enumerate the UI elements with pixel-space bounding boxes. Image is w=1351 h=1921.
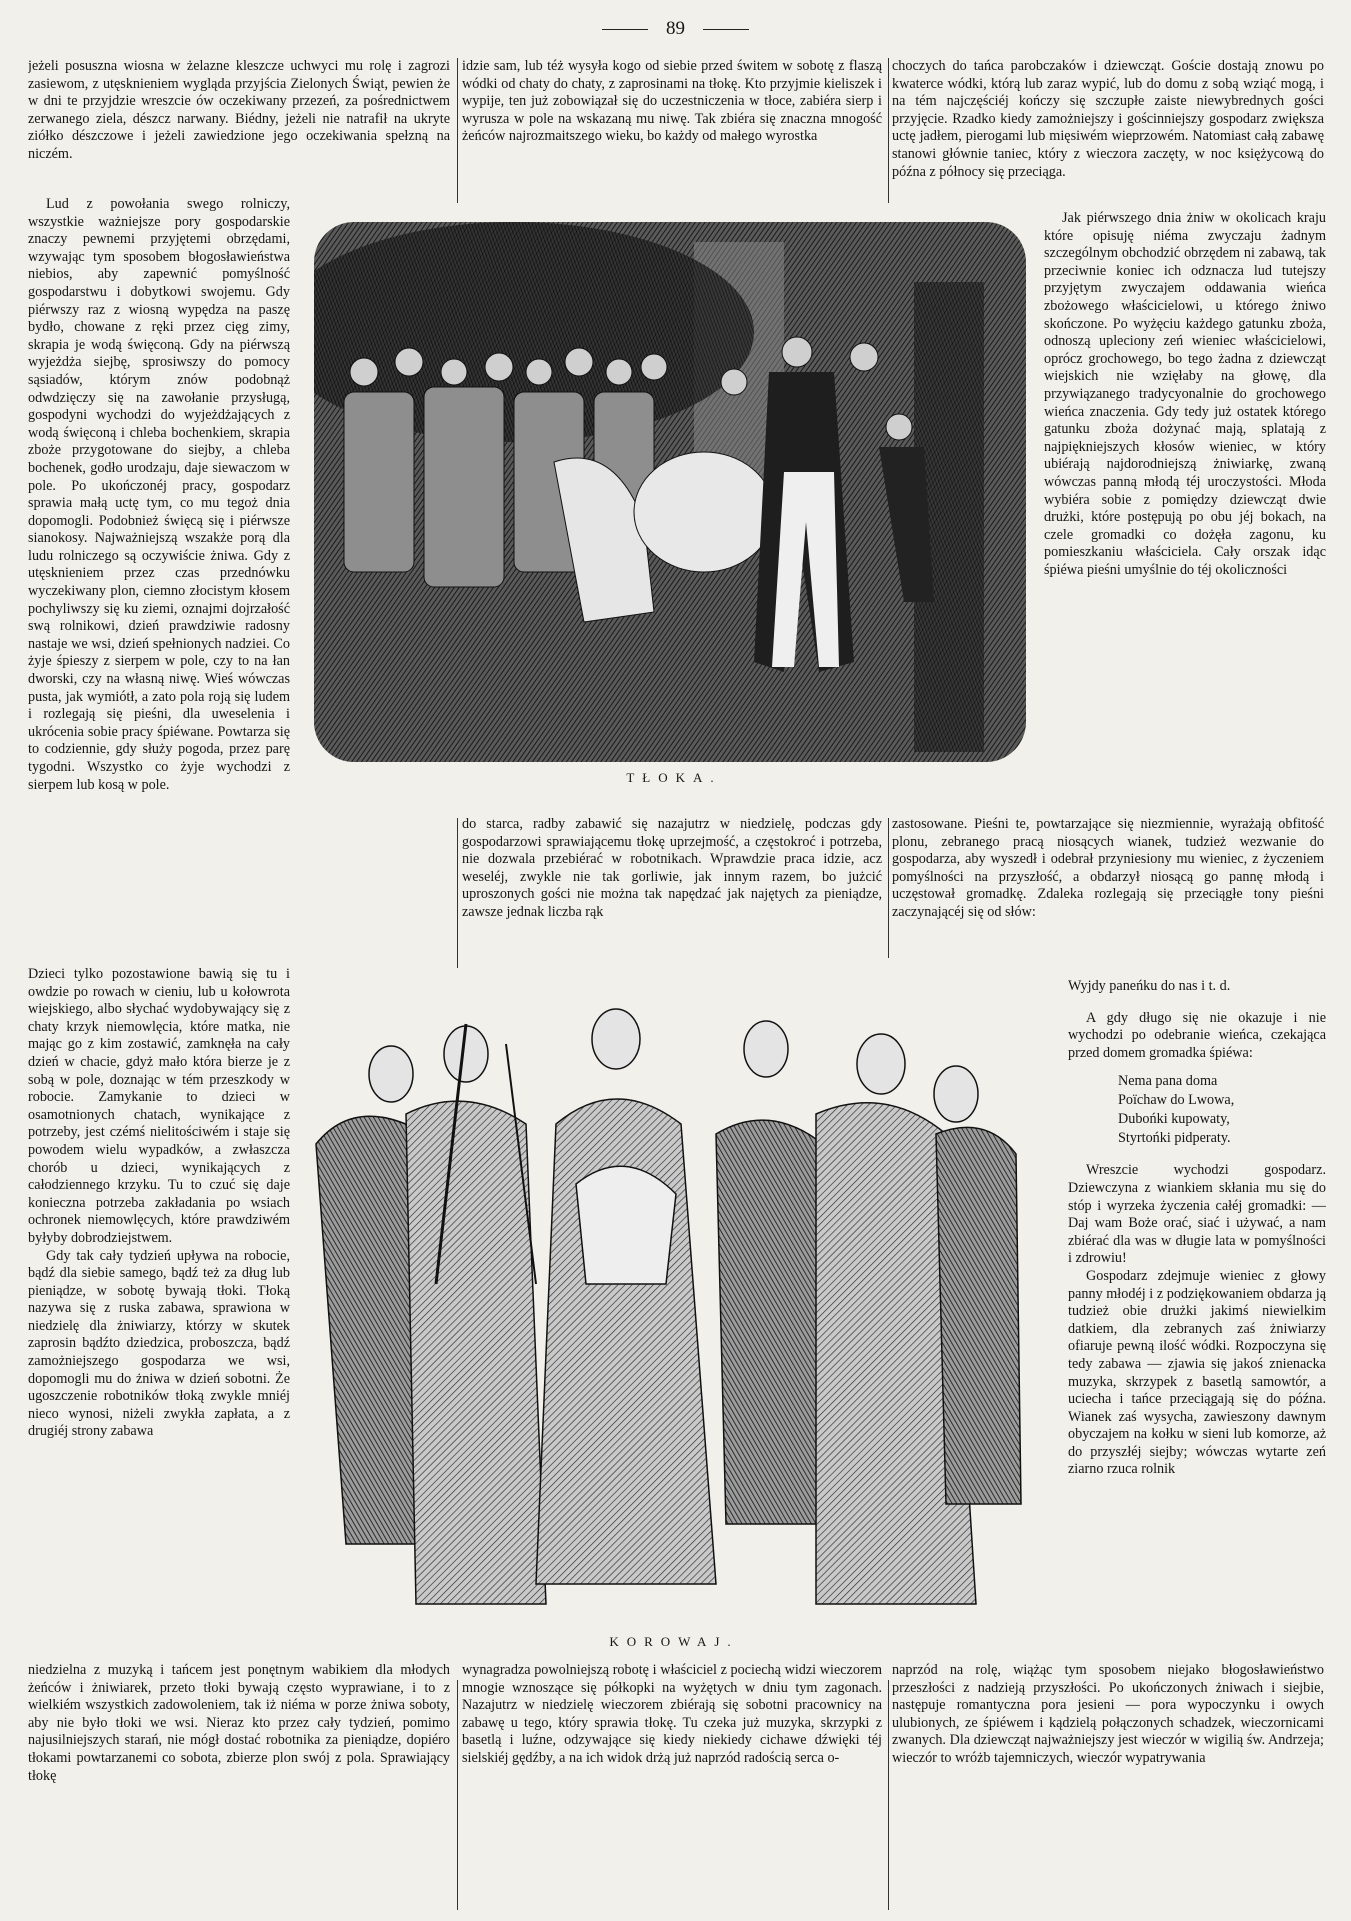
text-middle-block: do starca, radby zabawić się nazajutrz w niedzielę, podczas gdy gospodarzowi sprawiającemu tłokę uprzejmość, a częstokroć i potrzeba, nie dozwala przebiérać w robotnikach. Wprawdzie praca idzie, acz weseléj, zwykle nie tak gorliwie, jak innym razem, bo jużcić uproszonych gości nie można tak napędzać jak najętych za pieniądze, zawsze jednak liczba rąk: [462, 816, 882, 920]
illustration-korowaj: [296, 984, 1026, 1644]
text-bottom-right: naprzód na rolę, wiążąc tym sposobem niejako błogosławieństwo przeszłości z nadzieją przyszłości. Po ukończonych żniwach i siejbie, następuje romantyczna pora jesieni — pora wypoczynku i owych ulubionych, ze śpiéwem i kądzielą połączonych schadzek, wieczornicami zwanych. Dla dziewcząt najważniejszy jest wieczór w wigilią św. Andrzeja; wieczór to wróżb tajemniczych, wieczór wypatrywania: [892, 1662, 1324, 1766]
text-top-left: jeżeli posuszna wiosna w żelazne kleszcze uchwyci mu rolę i zagrozi zasiewom, z utęsknieniem wygląda przyjścia Zielonych Świąt, pewien że w dni te przyjdzie wreszcie ów oczekiwany przezeń, za pośrednictwem zerwanego ziela, dészcz narwany. Biédny, jeżeli nie natrafił na ukryte ziółko dészczowe i jeżeli zawiedzione jego oczekiwania spełzną na niczém.: [28, 58, 450, 162]
text-top-middle: idzie sam, lub téż wysyła kogo od siebie przed świtem w sobotę z flaszą wódki od chaty do chaty, z zaprosinami na tłokę. Kto przyjmie kieliszek i wypije, ten już zobowiązał się do uczestniczenia w tłoce, zabiéra sierp i wyrusza w pole na wskazaną mu niwę. Tak zbiéra się znaczna mnogość żeńców najrozmaitszego wieku, bo każdy od małego wyrostka: [462, 58, 882, 145]
text-right-column: Jak piérwszego dnia żniw w okolicach kraju które opisuję niéma zwyczaju żadnym szczególnym obchodzić obrzędem ni zabawą, tak przeciwnie koniec ich odznacza lud tutejszy przyjętym zwyczajem oddawania wieńca zbożowego właścicielowi, u którego żniwo skończone. Po wyżęciu każdego gatunku zboża, odnoszą upleciony zeń wieniec właścicielowi, oprócz grochowego, bo tego żadna z dziewcząt wiejskich nie wzięłaby na głowę, dla przywiązanego tradycyonalnie do grochowego wieńca znaczenia. Gdy tedy już ostatek którego gatunku zboża dożynać mają, splatają z najpiękniejszych kłosów wieniec, w który ubiérają najdorodniejszą żniwiarkę, zwaną wówczas panną młodą téj uroczystości. Młoda wybiéra sobie z pomiędzy dziewcząt dwie drużki, które postępują po obu jéj bokach, na czele gromadki co dożęła zagonu, ku pomieszkaniu właściciela. Cały orszak idąc śpiéwa pieśni umyślnie do téj okoliczności: [1044, 210, 1326, 578]
text-right-middle: zastosowane. Pieśni te, powtarzające się niezmiennie, wyrażają obfitość plonu, zebranego pracą niosących wianek, tudzież wezwanie do gospodarza, aby wyszedł i odebrał przyniesiony mu wieniec, z życzeniem pomyślności na przyszłość, a obdarzył niosącą go pannę młodą i uczęstował gromadkę. Zdaleka rozlegają się przeciągłe tony pieśni zaczynającéj się od słów:: [892, 816, 1324, 920]
text-bottom-middle: wynagradza powolniejszą robotę i właściciel z pociechą widzi wieczorem mnogie wznoszące się półkopki na wyżętych w dniu tym zagonach. Nazajutrz w niedzielę wieczorem zbiérają się sobotni pracownicy na zabawę u tego, który sprawia tłokę. Tu czeka już muzyka, skrzypki z basetlą i luźne, odzywające się kiedy niekiedy cichawe dźwięki téj sielskiéj gędźby, a na ich widok drżą już naprzód radością serca o-: [462, 1662, 882, 1766]
verse-line: Wyjdy paneńku do nas i t. d.: [1068, 978, 1231, 994]
text-top-right: choczych do tańca parobczaków i dziewcząt. Goście dostają znowu po kwaterce wódki, którą lub zaraz wypić, lub do domu z sobą wziąć mogą, i na tém najczęściéj kończy się szczupłe zaiste niewybrednych gości przyjęcie. Rzadko kiedy zamożniejszy i gościnniejszy gospodarz zwiększa uctę jadłem, pierogami lub mięsiwém wieprzowém. Natomiast całą zabawę stanowi głównie taniec, który z wieczora zaczęty, w noc księżycową do późna z północy się przeciąga.: [892, 58, 1324, 180]
text-left-column: Lud z powołania swego rolniczy, wszystkie ważniejsze pory gospodarskie znaczy pewnemi przyjętemi obrzędami, wzywając tym sposobem błogosławieństwa niebios, aby zapewnić pomyślność gospodarstwu i dobytkowi swojemu. Gdy piérwszy raz z wiosną wypędza na paszę bydło, chowane z ręki przez cięg zimy, skrapia je wodą święconą. Gdy na piérwszą wyjeżdża siejbę, sprosiwszy do pomocy sąsiadów, którym znów podobnąż odwdzięczy się na zawołanie przysługą, gospodyni wychodzi do wyjeżdżających z wodą święconą i chleba bochenkiem, skrapia zboże przygotowane do siejby, a chleba bochenek, godło urodzaju, daje siewaczom w pole. Po ukończonéj pracy, gospodarz sprawia małą uctę tym, co mu tegoż dnia dopomogli. Podobnież święcą się i piérwsze sianokosy. Najważniejszą wszakże porą dla ludu rolniczego są oczywiście żniwa. Gdy z utęsknieniem przez czas przednówku wyczekiwany plon, ciemno złocistym kłosem pochyliwszy się ku ziemi, oznajmi dojrzałość swą rolnikowi, dzień prawdziwie radosny nastaje we wsi, dzień spełnionych nadziei. Co żyje śpieszy z sierpem w pole, czy to na łan dworski, czy na własną niwę. Wieś wówczas pusta, jak wymiótł, a zato pola roją się ludem i rozlegają się pieśni, dla uweselenia i ukrócenia sobie pracy śpiéwane. Powtarza się to codziennie, gdy służy pogoda, przez parę tygodni. Wszystko co żyje wychodzi z sierpem lub kosą w pole.: [28, 196, 290, 793]
caption-tloka: TŁOKA.: [626, 770, 722, 785]
song-verse: Nema pana doma Poïchaw do Lwowa, Dubońki kupowaty, Styrtońki pidperaty.: [1118, 1073, 1235, 1147]
text-right-lower: Wyjdy paneńku do nas i t. d. A gdy długo się nie okazuje i nie wychodzi po odebranie wieńca, czekająca przed domem gromadka śpiéwa: Nema pana doma Poïchaw do Lwowa, Dubońki kupowaty, Styrtońki pidperaty. Wreszcie wychodzi gospodarz. Dziewczyna z wiankiem skłania mu się do stóp i wyrzeka życzenia całéj gromadki: — Daj wam Boże orać, siać i używać, a nam zbiérać dla was w długie lata w pomyślności i zdrowiu! Gospodarz zdejmuje wieniec z głowy panny młodéj i z podziękowaniem obdarza ją tudzież obie drużki jakimś niewielkim datkiem, dla zebranych zaś żniwiarzy ofiaruje pewną ilość wódki. Rozpoczyna się tedy zabawa — zjawia się jakoś znienacka muzyka, skrzypek z basetlą samowtór, a uciecha i tańce przeciągają się do późna. Wianek zaś wysycha, zawieszony dawnym obyczajem na kołku w sieni lub komorze, aż do przyszłéj siejby; wówczas wytarte zeń ziarno rzuca rolnik: [1068, 978, 1326, 1478]
page-number: 89: [0, 18, 1351, 40]
text-left-continued: [28, 816, 450, 966]
illustration-tloka: [314, 222, 1026, 762]
caption-korowaj: KOROWAJ.: [609, 1634, 739, 1649]
text-bottom-left: niedzielna z muzyką i tańcem jest ponętnym wabikiem dla młodych żeńców i żniwiarek, przeto tłoki bywają często wyprawiane, i to z wielkiém wszystkich zadowoleniem, tak iż niéma w porze żniwa soboty, aby nie było tłoki we wsi. Nieraz kto przez cały tydzień, pomimo najusilniejszych starań, nie mógł dostać robotnika za pieniądze, dopiéro tłokami powtarzanemi co sobota, zbierze plon swój z pola. Sprawiający tłokę: [28, 1662, 450, 1784]
text-left-column-lower: Dzieci tylko pozostawione bawią się tu i owdzie po rowach w cieniu, lub u kołowrota wiejskiego, albo słychać wydobywający się z chaty krzyk niemowlęcia, które matka, nie mając go z kim zostawić, zamknęła na cały dzień w chacie, gdyż mało która bierze je z sobą w pole, doznając w tém przeszkody w robocie. Zamykanie to dzieci w osamotnionych chatach, wynikające z potrzeby, jest czémś nielitościwém i staje się powodem wielu wypadków, a zwłaszcza chorób u dzieci, wynikających z całodziennego krzyku. Tu to czuć się daje konieczna potrzeba zakładania po wsiach ochronek niemowlęcych, które prawdziwém byłyby dobrodziejstwem. Gdy tak cały tydzień upływa na robocie, bądź dla siebie samego, bądź też za dług lub pieniądze, w sobotę bywają tłoki. Tłoką nazywa się z ruska zabawa, sprawiona w niedzielę dla żniwiarzy, którzy w skutek zaprosin bądźto dziedzica, proboszcza, bądź zamożniejszego gospodarza we wsi, dopomogli mu do żniwa w dzień sobotni. Że ugoszczenie robotników tłoką zwykle mniéj nieco wynosi, niżeli zwykła zapłata, a z drugiéj strony zabawa: [28, 966, 290, 1440]
